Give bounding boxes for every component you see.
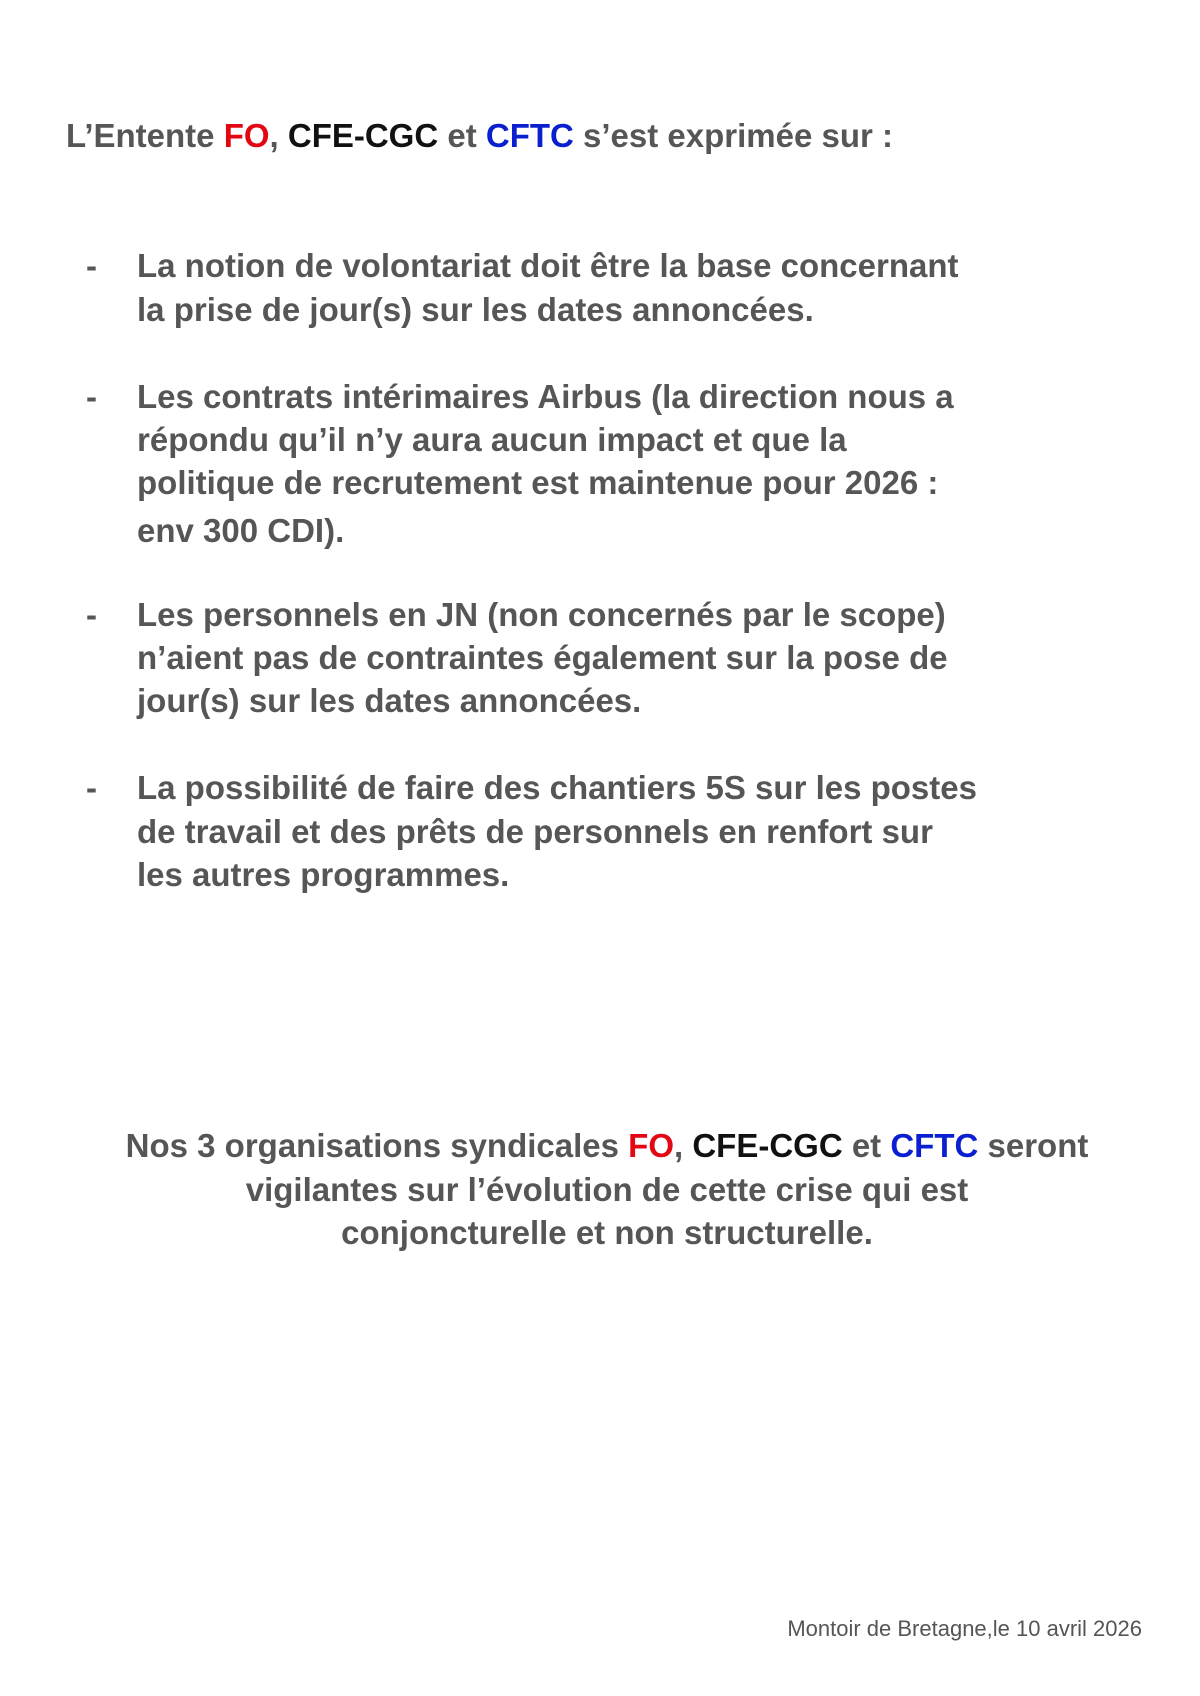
heading-suffix: s’est exprimée sur : xyxy=(573,117,894,154)
conclusion-line-2: vigilantes sur l’évolution de cette crise qui est xyxy=(245,1171,969,1208)
heading-text: L’Entente xyxy=(66,117,224,154)
bullet-line: la prise de jour(s) sur les dates annoncées. xyxy=(137,291,814,328)
bullet-marker: - xyxy=(86,596,97,633)
bullet-line: La notion de volontariat doit être la base concernant xyxy=(137,247,959,284)
bullet-line: env 300 CDI). xyxy=(137,512,345,549)
conclusion-et: et xyxy=(842,1127,891,1164)
conclusion-line-3: conjoncturelle et non structurelle. xyxy=(341,1214,873,1251)
conclusion-comma: , xyxy=(673,1127,693,1164)
conclusion-line-1 xyxy=(0,1126,1200,1166)
conclusion-suffix: seront xyxy=(978,1127,1089,1164)
bullet-line: les autres programmes. xyxy=(137,856,510,893)
heading-et: et xyxy=(438,117,486,154)
bullet-line: de travail et des prêts de personnels en renfort sur xyxy=(137,813,933,850)
union-cftc: CFTC xyxy=(890,1127,979,1164)
bullet-line: jour(s) sur les dates annoncées. xyxy=(137,682,642,719)
bullet-marker: - xyxy=(86,378,97,415)
union-fo: FO xyxy=(628,1127,674,1164)
bullet-marker: - xyxy=(86,769,97,806)
place-date-footer: Montoir de Bretagne,le 10 avril 2026 xyxy=(787,1616,1142,1641)
bullet-line: politique de recrutement est maintenue pour 2026 : xyxy=(137,464,939,501)
heading-comma: , xyxy=(269,117,288,154)
bullet-line: n’aient pas de contraintes également sur la pose de xyxy=(137,639,948,676)
conclusion-text: Nos 3 organisations syndicales xyxy=(125,1127,629,1164)
union-cftc: CFTC xyxy=(485,117,574,154)
bullet-line: Les personnels en JN (non concernés par le scope) xyxy=(137,596,946,633)
bullet-marker: - xyxy=(86,247,97,284)
union-fo: FO xyxy=(223,117,270,154)
page-heading xyxy=(66,116,893,156)
bullet-line: répondu qu’il n’y aura aucun impact et que la xyxy=(137,421,847,458)
union-cfe-cgc: CFE-CGC xyxy=(287,117,439,154)
union-cfe-cgc: CFE-CGC xyxy=(692,1127,843,1164)
bullet-line: Les contrats intérimaires Airbus (la direction nous a xyxy=(137,378,954,415)
bullet-line: La possibilité de faire des chantiers 5S sur les postes xyxy=(137,769,977,806)
